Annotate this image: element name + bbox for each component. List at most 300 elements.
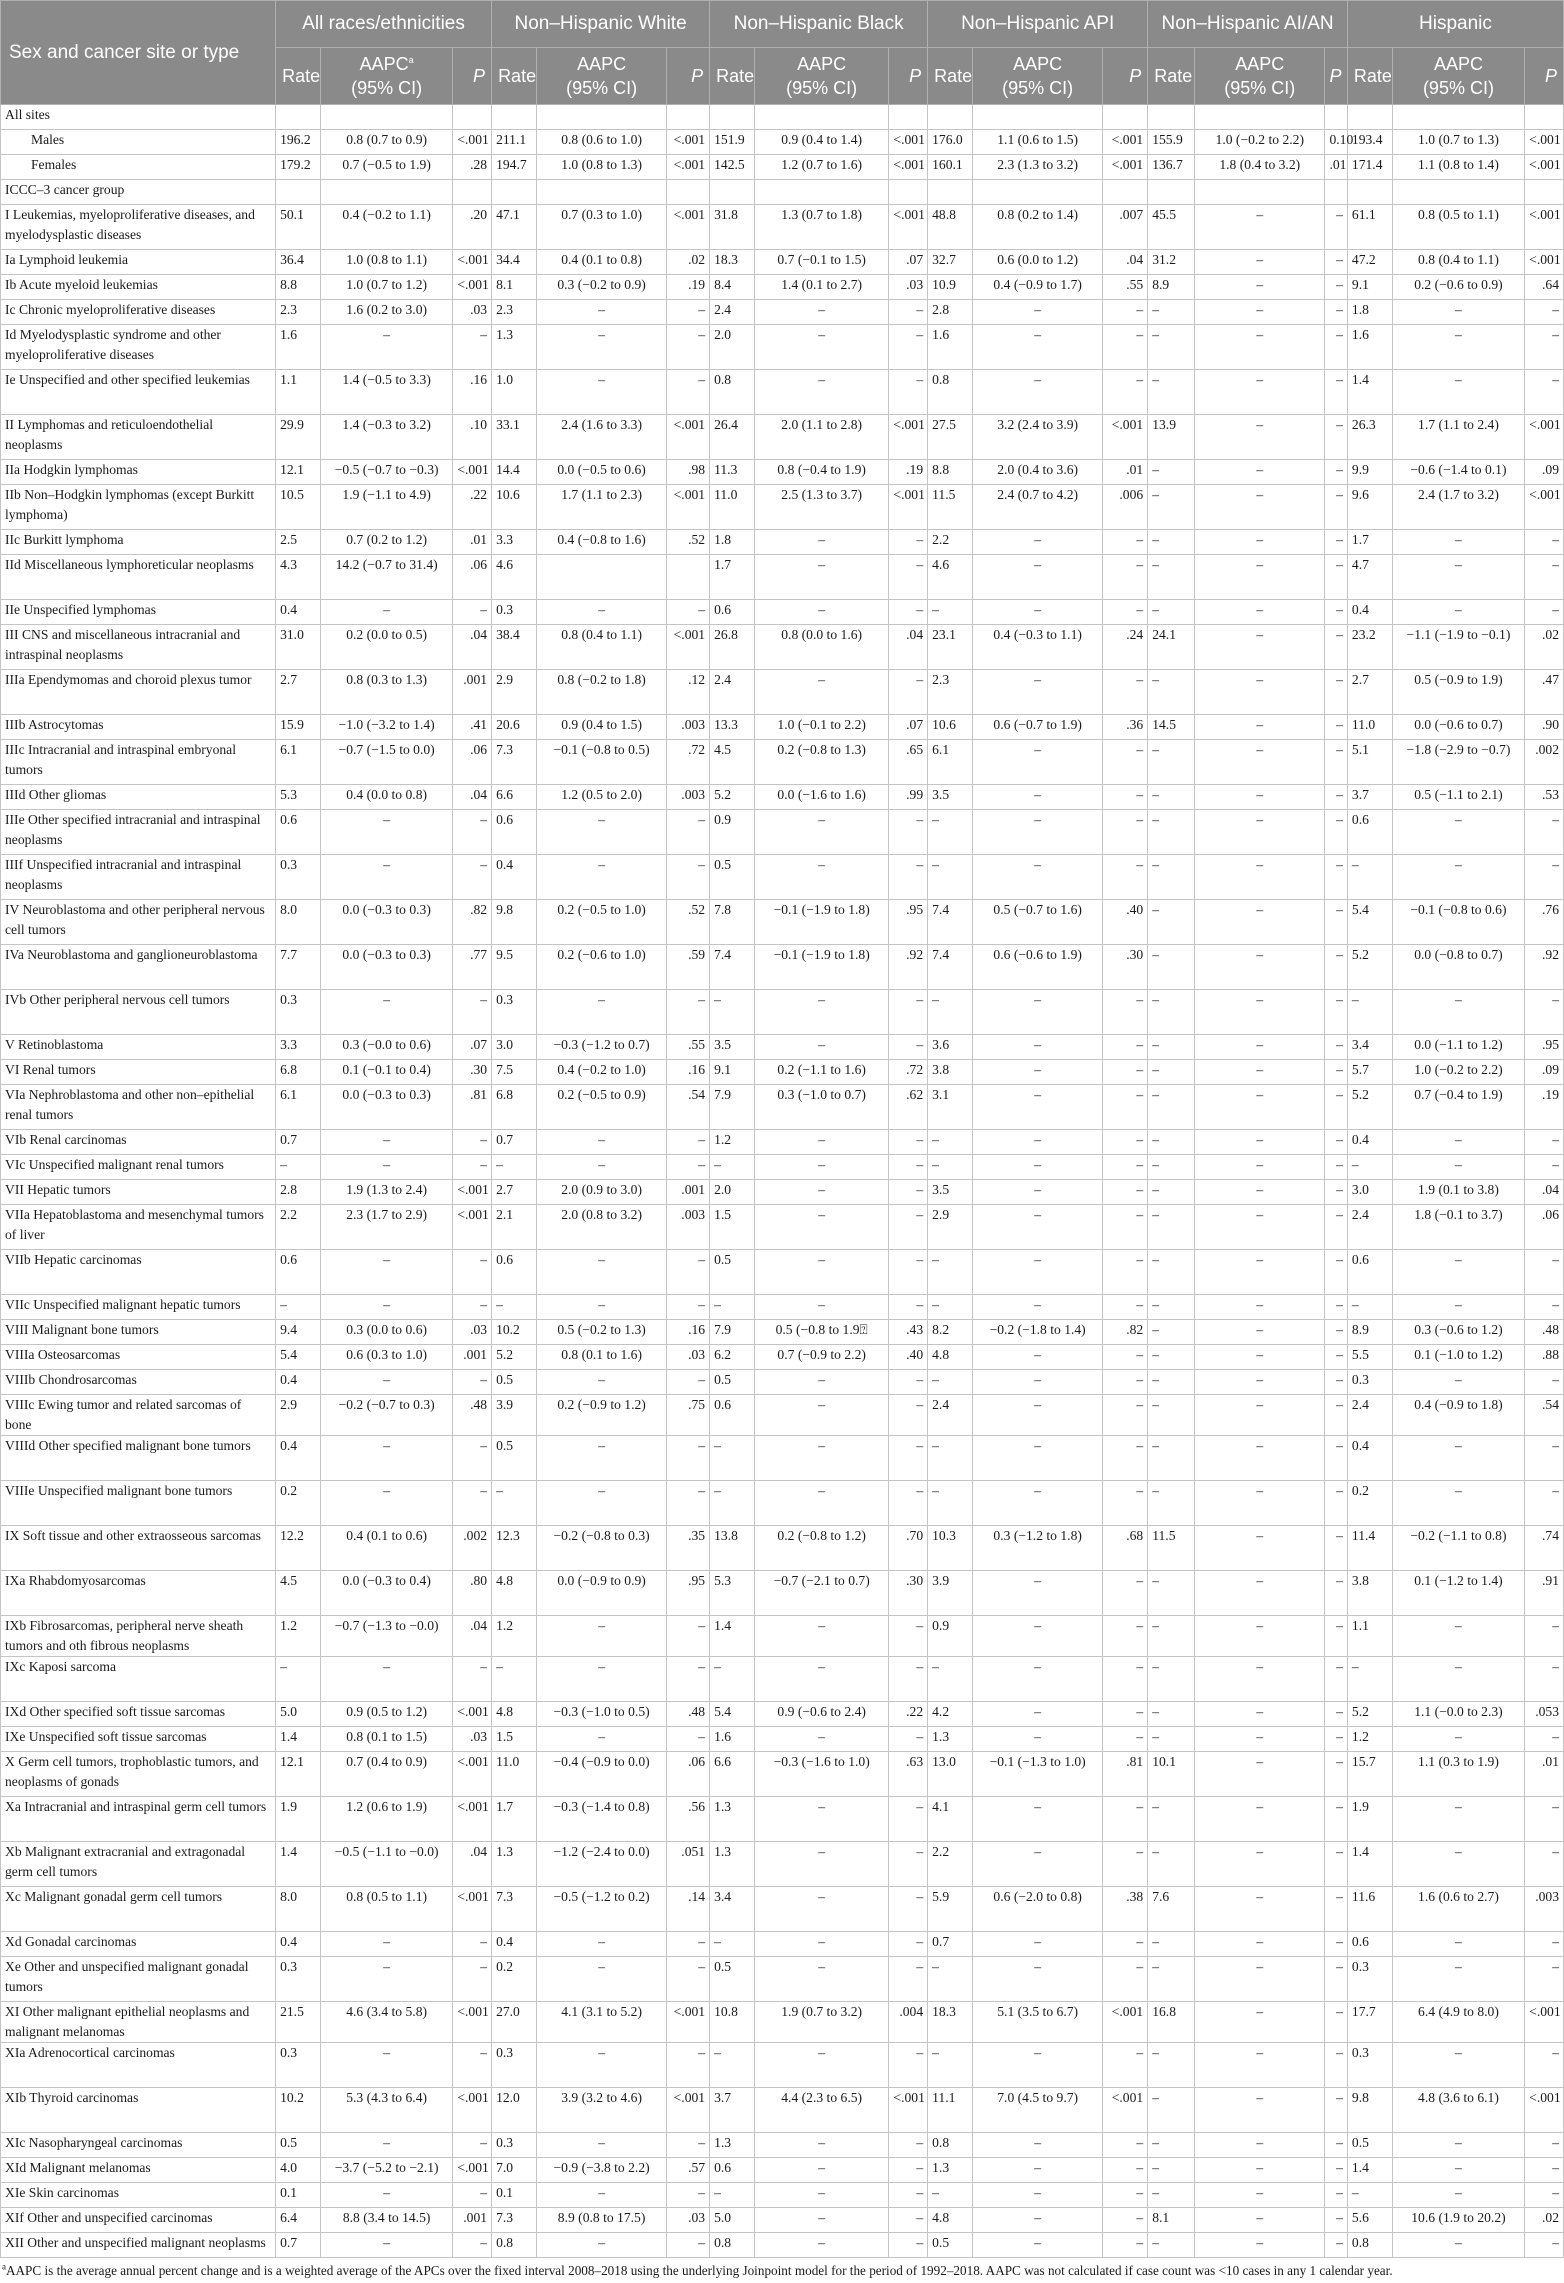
cell-rate: –	[1148, 1205, 1195, 1250]
cell-p: –	[453, 2183, 492, 2208]
cell-p: –	[1325, 1085, 1347, 1130]
cell-aapc: –	[1195, 1887, 1325, 1932]
cell-p: <.001	[453, 130, 492, 155]
cell-rate: 2.7	[492, 1180, 537, 1205]
cell-aapc: −0.2 (−1.1 to 0.8)	[1392, 1526, 1524, 1571]
cell-p: .04	[889, 625, 928, 670]
cell-rate: 0.8	[710, 2233, 755, 2258]
cell-rate: 31.0	[276, 625, 321, 670]
cell-p: .95	[667, 1571, 710, 1616]
cell-p: .01	[1103, 460, 1148, 485]
cell-rate: –	[710, 1155, 755, 1180]
cell-aapc: 14.2 (−0.7 to 31.4)	[320, 555, 452, 600]
cell-rate: 9.1	[710, 1060, 755, 1085]
cell-rate: –	[1347, 1295, 1392, 1320]
cell-rate: –	[928, 1957, 973, 2002]
cell-aapc: 0.4 (−0.2 to 1.1)	[320, 205, 452, 250]
cell-rate: 23.1	[928, 625, 973, 670]
col-p: P	[1103, 48, 1148, 105]
cell-p: .52	[667, 530, 710, 555]
cell-rate: 2.4	[710, 670, 755, 715]
cell-aapc	[1195, 105, 1325, 130]
table-row	[1, 1436, 1564, 1481]
cell-rate: 2.9	[492, 670, 537, 715]
cell-aapc: –	[754, 1155, 888, 1180]
cell-aapc: −3.7 (−5.2 to −2.1)	[320, 2158, 452, 2183]
cell-p: –	[889, 370, 928, 415]
cell-p: –	[667, 2133, 710, 2158]
cell-p: –	[1325, 1526, 1347, 1571]
cell-aapc: −0.2 (−0.8 to 0.3)	[536, 1526, 666, 1571]
cell-p: –	[667, 1250, 710, 1295]
cell-p: .24	[1103, 625, 1148, 670]
cell-p: .40	[889, 1345, 928, 1370]
cell-p: –	[889, 2183, 928, 2208]
cell-p: –	[1103, 1797, 1148, 1842]
cell-aapc: 1.7 (1.1 to 2.3)	[536, 485, 666, 530]
cell-aapc: –	[1392, 370, 1524, 415]
cell-rate: 10.3	[928, 1526, 973, 1571]
col-aapc	[1195, 48, 1325, 105]
cell-p: –	[1103, 555, 1148, 600]
cell-p: –	[667, 1370, 710, 1395]
cell-rate: 136.7	[1148, 155, 1195, 180]
col-p: P	[667, 48, 710, 105]
cell-rate: 14.5	[1148, 715, 1195, 740]
cell-rate: 1.2	[1347, 1727, 1392, 1752]
cell-aapc: –	[972, 1180, 1102, 1205]
cell-rate: 5.2	[1347, 945, 1392, 990]
cell-aapc: –	[754, 1481, 888, 1526]
cell-rate: –	[1148, 855, 1195, 900]
cell-p: .04	[453, 1842, 492, 1887]
cell-rate: 171.4	[1347, 155, 1392, 180]
cell-p: –	[1325, 2002, 1347, 2043]
cell-aapc: 0.8 (−0.4 to 1.9)	[754, 460, 888, 485]
table-row	[1, 2208, 1564, 2233]
cell-aapc: –	[536, 1727, 666, 1752]
cell-aapc: −1.1 (−1.9 to −0.1)	[1392, 625, 1524, 670]
cell-p: –	[889, 1180, 928, 1205]
cell-aapc: –	[972, 1616, 1102, 1657]
cell-rate: 8.0	[276, 900, 321, 945]
cell-aapc: –	[1392, 1797, 1524, 1842]
cell-p: –	[667, 990, 710, 1035]
cell-p: –	[1525, 810, 1564, 855]
cell-p: .04	[453, 785, 492, 810]
cell-rate: 7.9	[710, 1085, 755, 1130]
cell-aapc: 0.5 (−0.7 to 1.6)	[972, 900, 1102, 945]
cell-rate: 4.6	[492, 555, 537, 600]
cell-rate: 3.4	[1347, 1035, 1392, 1060]
cell-aapc: –	[1195, 460, 1325, 485]
cell-p: .16	[667, 1320, 710, 1345]
cell-p: .20	[453, 205, 492, 250]
cell-aapc: 0.7 (−0.1 to 1.5)	[754, 250, 888, 275]
cell-site: Ib Acute myeloid leukemias	[1, 275, 276, 300]
cell-p: .001	[667, 1180, 710, 1205]
cell-aapc: –	[972, 1727, 1102, 1752]
cell-p: .72	[667, 740, 710, 785]
cell-p: –	[1525, 2233, 1564, 2258]
cell-rate: 0.4	[276, 1436, 321, 1481]
cell-p: <.001	[667, 415, 710, 460]
cell-site: IXd Other specified soft tissue sarcomas	[1, 1702, 276, 1727]
cell-aapc: –	[1392, 2133, 1524, 2158]
cell-p: –	[1325, 1887, 1347, 1932]
col-aapc-ci: (95% CI)	[786, 78, 858, 98]
cell-aapc: –	[754, 2158, 888, 2183]
col-p: P	[1525, 48, 1564, 105]
cell-aapc: 6.4 (4.9 to 8.0)	[1392, 2002, 1524, 2043]
cell-rate: 27.5	[928, 415, 973, 460]
cell-p: –	[1325, 785, 1347, 810]
cell-p	[1325, 105, 1347, 130]
cell-aapc: –	[972, 1797, 1102, 1842]
cell-rate: 7.5	[492, 1060, 537, 1085]
table-row	[1, 2233, 1564, 2258]
cell-rate: –	[1148, 1320, 1195, 1345]
table-row	[1, 1727, 1564, 1752]
table-row	[1, 1957, 1564, 2002]
cell-p: –	[667, 1481, 710, 1526]
cell-rate: 0.8	[710, 370, 755, 415]
cell-p: –	[1103, 1205, 1148, 1250]
cell-rate: 7.6	[1148, 1887, 1195, 1932]
cell-rate: 0.7	[276, 2233, 321, 2258]
cell-p: .06	[1525, 1205, 1564, 1250]
cell-rate: 31.2	[1148, 250, 1195, 275]
cell-rate: 7.9	[710, 1320, 755, 1345]
cell-aapc: –	[1195, 1571, 1325, 1616]
cell-rate: 0.4	[276, 600, 321, 625]
cell-rate: 1.4	[710, 1616, 755, 1657]
cell-aapc: –	[536, 810, 666, 855]
cell-rate: 3.6	[928, 1035, 973, 1060]
cell-p: –	[889, 1727, 928, 1752]
cell-rate: 0.8	[928, 370, 973, 415]
cell-aapc: 3.9 (3.2 to 4.6)	[536, 2088, 666, 2133]
cell-rate: –	[276, 1657, 321, 1702]
cell-p: –	[889, 1130, 928, 1155]
cell-aapc: 0.4 (−0.9 to 1.7)	[972, 275, 1102, 300]
col-aapc-label: AAPC	[359, 54, 409, 74]
cell-site: VIIId Other specified malignant bone tumors	[1, 1436, 276, 1481]
cell-p: –	[1325, 740, 1347, 785]
cell-rate: 0.4	[492, 1932, 537, 1957]
cell-p: –	[453, 2233, 492, 2258]
table-row	[1, 105, 1564, 130]
cell-aapc: 1.1 (0.8 to 1.4)	[1392, 155, 1524, 180]
cell-aapc: 1.0 (0.7 to 1.3)	[1392, 130, 1524, 155]
cell-p	[1103, 180, 1148, 205]
cell-p: .72	[889, 1060, 928, 1085]
cell-p: –	[1325, 2208, 1347, 2233]
table-row	[1, 1060, 1564, 1085]
cell-aapc: 0.0 (−0.3 to 0.3)	[320, 1085, 452, 1130]
cell-p: –	[1325, 325, 1347, 370]
cell-site: VIIa Hepatoblastoma and mesenchymal tumors of liver	[1, 1205, 276, 1250]
table-row	[1, 1295, 1564, 1320]
cell-p	[667, 555, 710, 600]
cell-rate: –	[928, 2183, 973, 2208]
cell-aapc: –	[754, 1130, 888, 1155]
cell-aapc: –	[972, 2043, 1102, 2088]
cell-aapc	[1392, 180, 1524, 205]
cell-rate: –	[710, 1932, 755, 1957]
cell-rate: 6.1	[276, 740, 321, 785]
cell-p: –	[1103, 1130, 1148, 1155]
table-row	[1, 485, 1564, 530]
cell-p: <.001	[667, 155, 710, 180]
table-row	[1, 1180, 1564, 1205]
cell-aapc: –	[536, 1616, 666, 1657]
cell-rate: 0.6	[492, 1250, 537, 1295]
cell-p: <.001	[453, 2158, 492, 2183]
cell-p: <.001	[1525, 415, 1564, 460]
cell-aapc: –	[536, 1155, 666, 1180]
cell-aapc: –	[972, 1932, 1102, 1957]
cell-aapc: –	[1195, 2088, 1325, 2133]
cell-aapc: –	[972, 1657, 1102, 1702]
cell-aapc: –	[1195, 1616, 1325, 1657]
cell-aapc: 0.8 (0.7 to 0.9)	[320, 130, 452, 155]
group-nh-aian: Non–Hispanic AI/AN	[1148, 1, 1348, 48]
cell-rate: 1.3	[928, 1727, 973, 1752]
cell-p: <.001	[453, 1205, 492, 1250]
cell-site: Ie Unspecified and other specified leukemias	[1, 370, 276, 415]
cell-p: –	[889, 1295, 928, 1320]
cell-aapc: −0.2 (−0.7 to 0.3)	[320, 1395, 452, 1436]
cell-aapc: 0.0 (−0.5 to 0.6)	[536, 460, 666, 485]
cell-rate: –	[1148, 530, 1195, 555]
cell-p: –	[1325, 555, 1347, 600]
cell-p: –	[453, 1957, 492, 2002]
cell-rate: 194.7	[492, 155, 537, 180]
cell-p: –	[1103, 1481, 1148, 1526]
cell-rate: 13.8	[710, 1526, 755, 1571]
cell-aapc: –	[1392, 855, 1524, 900]
cell-aapc: –	[1195, 2158, 1325, 2183]
cell-p: –	[1325, 1842, 1347, 1887]
cell-p: .62	[889, 1085, 928, 1130]
table-row	[1, 2088, 1564, 2133]
cell-p: –	[1103, 1395, 1148, 1436]
cell-p: –	[453, 1250, 492, 1295]
cell-rate: –	[1148, 1571, 1195, 1616]
cell-p: –	[1325, 670, 1347, 715]
cell-rate: 12.1	[276, 460, 321, 485]
cell-p: .03	[667, 1345, 710, 1370]
cell-p: –	[1325, 1060, 1347, 1085]
cell-rate: 0.3	[276, 990, 321, 1035]
cell-rate: 1.3	[492, 1842, 537, 1887]
cell-rate: 2.2	[928, 530, 973, 555]
cell-aapc: 0.3 (−0.2 to 0.9)	[536, 275, 666, 300]
cell-rate: 10.2	[276, 2088, 321, 2133]
cell-rate: 2.8	[928, 300, 973, 325]
cell-p: .22	[889, 1702, 928, 1727]
table-row	[1, 460, 1564, 485]
cell-p: –	[1325, 250, 1347, 275]
cell-aapc: 1.1 (0.6 to 1.5)	[972, 130, 1102, 155]
header-row-groups	[1, 1, 1564, 48]
cell-aapc: 0.0 (−0.3 to 0.3)	[320, 900, 452, 945]
cell-p: –	[1325, 1752, 1347, 1797]
table-row	[1, 625, 1564, 670]
cell-rate: –	[1148, 2043, 1195, 2088]
cell-rate: 26.4	[710, 415, 755, 460]
cell-rate: –	[928, 1436, 973, 1481]
cell-rate: 2.4	[1347, 1395, 1392, 1436]
cell-aapc: –	[754, 1657, 888, 1702]
cell-p: .30	[453, 1060, 492, 1085]
cell-p: –	[1325, 1957, 1347, 2002]
cell-aapc: 0.2 (−0.6 to 0.9)	[1392, 275, 1524, 300]
col-aapc	[972, 48, 1102, 105]
cell-p: <.001	[1103, 2002, 1148, 2043]
cell-rate: 8.1	[1148, 2208, 1195, 2233]
cell-aapc: –	[972, 1085, 1102, 1130]
cell-rate: 11.1	[928, 2088, 973, 2133]
table-row	[1, 945, 1564, 990]
cell-rate: 4.5	[710, 740, 755, 785]
cell-p: –	[453, 1370, 492, 1395]
cell-aapc: −0.9 (−3.8 to 2.2)	[536, 2158, 666, 2183]
table-row	[1, 155, 1564, 180]
cell-p: –	[1525, 1616, 1564, 1657]
cell-p: –	[889, 1155, 928, 1180]
cell-p: .82	[453, 900, 492, 945]
cell-rate: –	[928, 810, 973, 855]
cell-rate: –	[1148, 1842, 1195, 1887]
cell-aapc: 2.0 (1.1 to 2.8)	[754, 415, 888, 460]
table-row	[1, 300, 1564, 325]
cell-p: <.001	[453, 250, 492, 275]
cell-rate: 0.9	[928, 1616, 973, 1657]
cell-aapc: –	[1195, 810, 1325, 855]
cell-rate: 0.5	[710, 1370, 755, 1395]
cell-p: –	[453, 990, 492, 1035]
cell-p: –	[889, 670, 928, 715]
cell-p: –	[889, 2043, 928, 2088]
cell-aapc: –	[972, 530, 1102, 555]
cell-p: .75	[667, 1395, 710, 1436]
cell-rate: –	[276, 1295, 321, 1320]
cell-aapc: –	[754, 1727, 888, 1752]
cell-rate: 179.2	[276, 155, 321, 180]
cell-rate: 0.3	[1347, 1370, 1392, 1395]
cell-rate: 9.9	[1347, 460, 1392, 485]
table-row	[1, 1205, 1564, 1250]
cell-rate: 6.8	[492, 1085, 537, 1130]
cell-aapc: –	[1195, 1727, 1325, 1752]
cell-p	[1103, 105, 1148, 130]
cell-aapc: –	[1195, 1035, 1325, 1060]
cell-aapc: 0.0 (−0.3 to 0.4)	[320, 1571, 452, 1616]
cell-aapc: –	[972, 1035, 1102, 1060]
cell-aapc: –	[972, 1060, 1102, 1085]
cell-p: –	[1325, 1205, 1347, 1250]
cell-p: .81	[1103, 1752, 1148, 1797]
cell-p: –	[1525, 1957, 1564, 2002]
cell-aapc: 1.2 (0.6 to 1.9)	[320, 1797, 452, 1842]
cell-aapc: 4.8 (3.6 to 6.1)	[1392, 2088, 1524, 2133]
cell-p: <.001	[667, 205, 710, 250]
col-aapc-label: AAPC	[1433, 54, 1483, 74]
cell-p: <.001	[1103, 130, 1148, 155]
cell-p: –	[667, 370, 710, 415]
cell-aapc: 0.8 (0.4 to 1.1)	[536, 625, 666, 670]
cell-aapc: −0.7 (−2.1 to 0.7)	[754, 1571, 888, 1616]
cell-aapc: –	[320, 1130, 452, 1155]
cell-aapc: –	[972, 1842, 1102, 1887]
cell-rate: 0.5	[1347, 2133, 1392, 2158]
cell-aapc: 0.2 (−0.9 to 1.2)	[536, 1395, 666, 1436]
cell-p: –	[1325, 855, 1347, 900]
cell-aapc: −0.3 (−1.4 to 0.8)	[536, 1797, 666, 1842]
cell-rate: –	[928, 1155, 973, 1180]
cell-aapc: 1.2 (0.5 to 2.0)	[536, 785, 666, 810]
cell-p: .59	[667, 945, 710, 990]
cell-p: –	[453, 1932, 492, 1957]
cell-aapc: –	[1195, 325, 1325, 370]
cell-rate: –	[1148, 1702, 1195, 1727]
cell-p: .003	[1525, 1887, 1564, 1932]
cell-p: –	[1325, 1345, 1347, 1370]
cell-aapc: 1.8 (0.4 to 3.2)	[1195, 155, 1325, 180]
cell-rate: 3.0	[1347, 1180, 1392, 1205]
table-row	[1, 1250, 1564, 1295]
cell-aapc: –	[1195, 370, 1325, 415]
cell-p: <.001	[453, 2002, 492, 2043]
cell-aapc: –	[320, 325, 452, 370]
cell-p: –	[1103, 1702, 1148, 1727]
cell-p: .001	[453, 2208, 492, 2233]
cell-p: .003	[667, 785, 710, 810]
cell-p: –	[1525, 1932, 1564, 1957]
cell-p: –	[667, 2043, 710, 2088]
table-row	[1, 1702, 1564, 1727]
cell-aapc: 2.4 (1.6 to 3.3)	[536, 415, 666, 460]
cell-p: .99	[889, 785, 928, 810]
cell-aapc: –	[972, 2133, 1102, 2158]
cell-p: –	[1325, 900, 1347, 945]
cell-p: .70	[889, 1526, 928, 1571]
cell-rate: 1.6	[710, 1727, 755, 1752]
footnote	[0, 2258, 1564, 2280]
cell-aapc: –	[754, 1957, 888, 2002]
table-row	[1, 2002, 1564, 2043]
cell-aapc: –	[536, 1957, 666, 2002]
cell-rate: 7.7	[276, 945, 321, 990]
col-aapc-ci: (95% CI)	[566, 78, 638, 98]
cell-rate: 9.8	[1347, 2088, 1392, 2133]
cell-rate: –	[928, 990, 973, 1035]
cell-aapc: –	[320, 1295, 452, 1320]
cell-p: –	[1103, 1180, 1148, 1205]
cell-aapc: –	[972, 1250, 1102, 1295]
cell-aapc: 0.8 (0.1 to 1.6)	[536, 1345, 666, 1370]
cell-rate: –	[710, 2043, 755, 2088]
cell-rate: 20.6	[492, 715, 537, 740]
cell-aapc: 1.9 (0.7 to 3.2)	[754, 2002, 888, 2043]
cell-aapc: 1.1 (−0.0 to 2.3)	[1392, 1702, 1524, 1727]
cell-aapc	[536, 180, 666, 205]
cell-rate: 12.1	[276, 1752, 321, 1797]
cell-rate: 0.2	[276, 1481, 321, 1526]
cell-p: –	[1325, 485, 1347, 530]
